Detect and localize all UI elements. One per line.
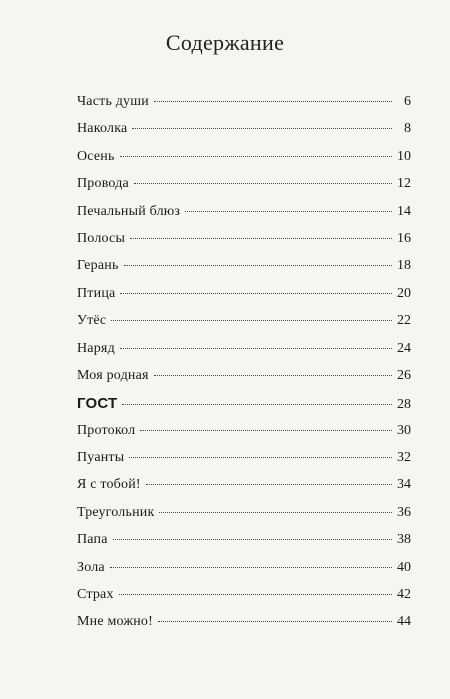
toc-entry [77, 395, 411, 422]
page-title: Содержание [165, 30, 285, 55]
toc-entry [77, 286, 411, 313]
toc-entry [77, 450, 411, 477]
toc-entry-title: Протокол [77, 422, 136, 438]
toc-entry-title: Герань [77, 258, 119, 274]
toc-entry-title: Зола [77, 559, 105, 575]
dot-leader [120, 293, 392, 294]
toc-entry [77, 341, 411, 368]
dot-leader [154, 375, 392, 376]
toc-entry [77, 423, 411, 450]
toc-entry-page: 24 [397, 340, 411, 356]
toc-entry-page: 6 [404, 94, 411, 109]
dot-leader [154, 101, 392, 102]
dot-leader [140, 430, 392, 431]
toc-entry-page: 20 [397, 285, 411, 301]
toc-entry-page: 34 [397, 477, 411, 493]
toc-entry-title: Утёс [77, 313, 107, 329]
toc-entry-page: 40 [397, 559, 411, 575]
toc-entry-page: 8 [404, 121, 411, 137]
table-of-contents [77, 94, 411, 642]
toc-entry-page: 32 [397, 450, 411, 466]
dot-leader [185, 211, 392, 212]
toc-entry [77, 505, 411, 532]
toc-entry-title: Печальный блюз [77, 203, 181, 219]
toc-entry-page: 38 [397, 532, 411, 548]
dot-leader [158, 621, 392, 622]
toc-entry [77, 149, 411, 176]
toc-entry-page: 18 [397, 258, 411, 274]
toc-entry [77, 231, 411, 258]
dot-leader [134, 183, 392, 184]
dot-leader [110, 567, 392, 568]
toc-entry-page: 22 [397, 313, 411, 329]
toc-entry [77, 258, 411, 285]
toc-entry-page: 42 [397, 587, 411, 603]
toc-entry-title: Мне можно! [77, 614, 153, 630]
toc-entry [77, 94, 411, 121]
toc-entry-page: 36 [397, 504, 411, 520]
toc-entry-page: 44 [397, 614, 411, 630]
toc-entry-title: Часть души [77, 94, 149, 109]
toc-entry [77, 313, 411, 340]
toc-entry [77, 587, 411, 614]
dot-leader [130, 238, 392, 239]
toc-entry-title: ГОСТ [77, 395, 118, 413]
dot-leader [120, 156, 392, 157]
toc-entry-page: 10 [397, 148, 411, 164]
toc-entry [77, 121, 411, 148]
toc-entry-page: 12 [397, 176, 411, 192]
dot-leader [146, 484, 392, 485]
toc-entry-title: Папа [77, 532, 108, 548]
toc-entry [77, 368, 411, 395]
toc-entry [77, 614, 411, 641]
toc-entry-title: Провода [77, 176, 129, 192]
toc-entry-title: Моя родная [77, 367, 149, 383]
toc-entry-title: Я с тобой! [77, 477, 141, 493]
dot-leader [113, 539, 392, 540]
dot-leader [132, 128, 392, 129]
toc-entry-title: Наряд [77, 340, 115, 356]
dot-leader [122, 404, 392, 405]
toc-entry [77, 176, 411, 203]
toc-entry-title: Полосы [77, 230, 126, 246]
dot-leader [111, 320, 392, 321]
toc-entry [77, 532, 411, 559]
toc-entry [77, 560, 411, 587]
toc-entry-title: Треугольник [77, 504, 155, 520]
toc-entry [77, 204, 411, 231]
toc-entry [77, 477, 411, 504]
dot-leader [119, 594, 392, 595]
toc-entry-title: Наколка [77, 121, 128, 137]
toc-entry-title: Страх [77, 587, 114, 603]
dot-leader [159, 512, 392, 513]
dot-leader [124, 265, 392, 266]
toc-entry-page: 30 [397, 422, 411, 438]
toc-entry-title: Пуанты [77, 450, 125, 466]
toc-entry-title: Осень [77, 148, 115, 164]
dot-leader [120, 348, 392, 349]
dot-leader [129, 457, 392, 458]
toc-entry-page: 14 [397, 203, 411, 219]
toc-entry-title: Птица [77, 285, 116, 301]
toc-entry-page: 28 [397, 397, 411, 413]
toc-entry-page: 26 [397, 367, 411, 383]
toc-entry-page: 16 [397, 230, 411, 246]
